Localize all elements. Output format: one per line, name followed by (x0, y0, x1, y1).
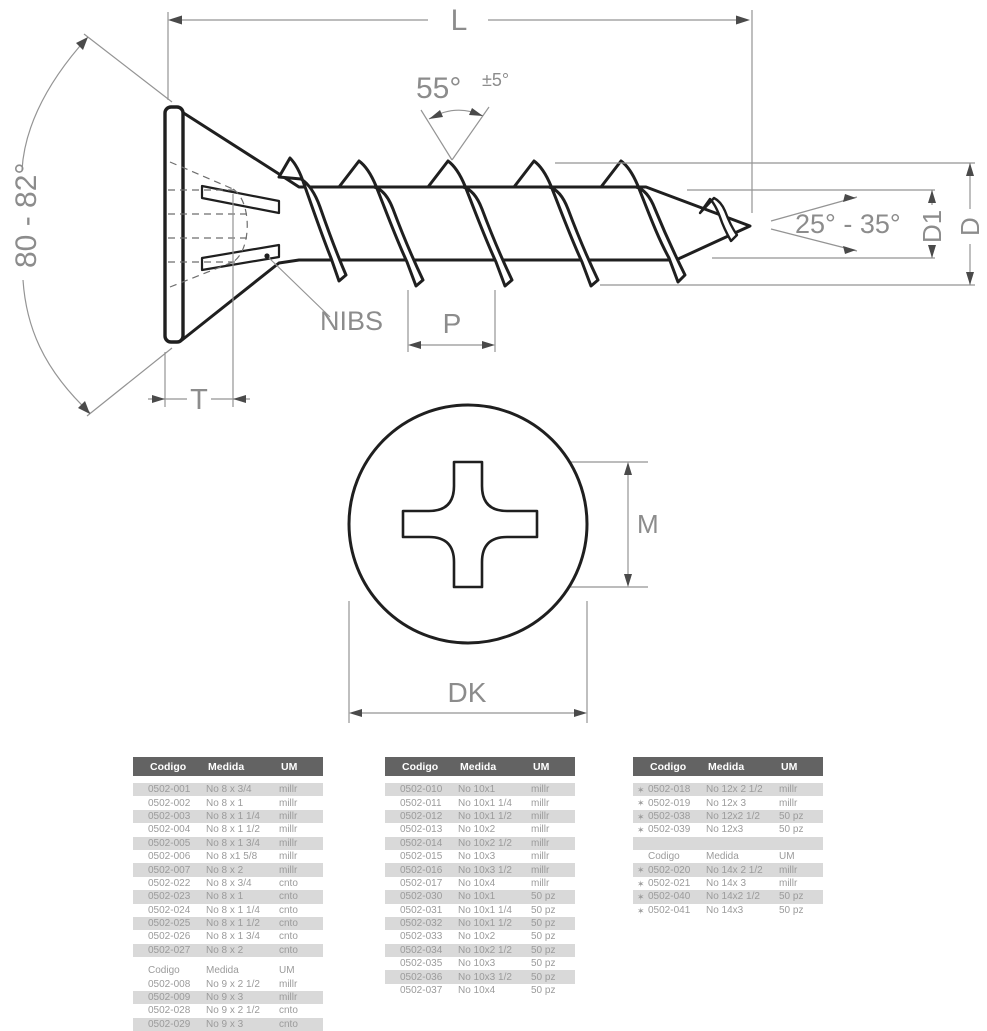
cell-um: millr (531, 851, 550, 863)
cell-medida: No 10x4 (458, 877, 496, 889)
cell-medida: No 10x4 (458, 985, 496, 997)
cell-codigo: 0502-005 (148, 837, 191, 849)
cell-codigo: 0502-017 (400, 877, 443, 889)
cell-codigo: Codigo (148, 965, 180, 977)
cell-um: 50 pz (779, 824, 804, 836)
label-pitch: P (442, 308, 462, 339)
cell-codigo: 0502-007 (148, 864, 191, 876)
cell-um: millr (279, 797, 298, 809)
screw-side-view (165, 107, 750, 342)
cell-um: UM (279, 965, 295, 977)
cell-medida: No 8 x 1 1/2 (206, 918, 260, 930)
cell-codigo: 0502-033 (400, 931, 443, 943)
cell-um: millr (531, 784, 550, 796)
table-spacer (133, 776, 323, 783)
cell-um: cnto (279, 904, 298, 916)
cell-medida: No 10x1 (458, 784, 496, 796)
cell-codigo: Codigo (650, 760, 687, 773)
table-header (133, 757, 323, 776)
table-row (385, 823, 575, 836)
table-row (633, 904, 823, 917)
cell-codigo: Codigo (648, 851, 680, 863)
table-row (385, 930, 575, 943)
cell-um: cnto (279, 877, 298, 889)
nibs-leader-dot (264, 253, 269, 258)
cell-um: millr (779, 797, 798, 809)
table-row (385, 877, 575, 890)
screw-body (182, 112, 750, 340)
cell-medida: No 10x1 1/2 (458, 810, 512, 822)
cell-codigo: 0502-013 (400, 824, 443, 836)
cell-um: millr (279, 784, 298, 796)
label-thread-angle-tolerance: ±5° (482, 70, 510, 90)
size-table-no12-no14 (633, 757, 823, 917)
cell-um: millr (531, 797, 550, 809)
cell-um: cnto (279, 891, 298, 903)
cell-um: cnto (279, 944, 298, 956)
cell-medida: No 10x1 1/4 (458, 904, 512, 916)
cell-codigo: 0502-029 (148, 1018, 191, 1030)
cell-codigo: 0502-039 (648, 824, 691, 836)
table-row (385, 957, 575, 970)
cell-medida: No 8 x 3/4 (206, 784, 252, 796)
table-row (133, 810, 323, 823)
cell-medida: No 14x 3 (706, 877, 747, 889)
cell-medida: No 14x3 (706, 904, 744, 916)
table-row (385, 863, 575, 876)
table-header (633, 757, 823, 776)
cell-um: millr (531, 810, 550, 822)
table-row (385, 850, 575, 863)
label-length: L (450, 4, 468, 37)
cell-medida: No 9 x 3 (206, 992, 244, 1004)
cell-um: millr (779, 784, 798, 796)
cell-medida: No 8 x 3/4 (206, 877, 252, 889)
cell-codigo: 0502-020 (648, 864, 691, 876)
cell-medida: No 9 x 2 1/2 (206, 978, 260, 990)
cell-um: millr (279, 992, 298, 1004)
cell-um: 50 pz (531, 958, 556, 970)
table-row (133, 904, 323, 917)
cell-medida: No 12x3 (706, 824, 744, 836)
table-subheader (133, 964, 323, 977)
cell-codigo: 0502-023 (148, 891, 191, 903)
star-icon: ✶ (637, 811, 645, 822)
cell-um: 50 pz (531, 944, 556, 956)
table-row (133, 877, 323, 890)
cell-medida: No 8 x 1 1/4 (206, 810, 260, 822)
cell-medida: No 8 x 1 (206, 797, 244, 809)
cell-um: millr (779, 877, 798, 889)
cell-medida: No 10x3 (458, 851, 496, 863)
star-icon: ✶ (637, 798, 645, 809)
star-icon: ✶ (637, 878, 645, 889)
screw-head-flange (165, 107, 183, 342)
cell-codigo: 0502-012 (400, 810, 443, 822)
table-row (385, 810, 575, 823)
cell-codigo: 0502-019 (648, 797, 691, 809)
size-table-no8-no9 (133, 757, 323, 1031)
cell-codigo: 0502-001 (148, 784, 191, 796)
table-row (633, 890, 823, 903)
cell-medida: No 12x 3 (706, 797, 747, 809)
cell-medida: No 8 x 1 3/4 (206, 837, 260, 849)
table-row (133, 863, 323, 876)
star-icon: ✶ (637, 785, 645, 795)
table-row (385, 984, 575, 997)
cell-um: UM (779, 851, 795, 863)
cell-um: 50 pz (531, 971, 556, 983)
cell-medida: No 10x1 1/2 (458, 918, 512, 930)
cell-medida: No 12x2 1/2 (706, 810, 760, 822)
cell-medida: No 8 x 2 (206, 944, 244, 956)
table-spacer (133, 957, 323, 964)
cell-medida: No 10x2 (458, 931, 496, 943)
cell-codigo: 0502-025 (148, 918, 191, 930)
cell-um: 50 pz (531, 931, 556, 943)
cell-medida: Medida (708, 760, 745, 773)
size-table-no10 (385, 757, 575, 997)
table-row (385, 837, 575, 850)
table-row (133, 837, 323, 850)
cell-codigo: 0502-011 (400, 797, 442, 809)
cell-codigo: 0502-035 (400, 958, 443, 970)
cell-codigo: 0502-002 (148, 797, 191, 809)
cell-medida: No 10x1 1/4 (458, 797, 512, 809)
cell-um: millr (279, 978, 298, 990)
cell-um: millr (779, 864, 798, 876)
cell-medida: No 10x3 1/2 (458, 971, 512, 983)
table-row (385, 783, 575, 796)
table-row (385, 890, 575, 903)
cell-codigo: 0502-022 (148, 877, 191, 889)
cell-medida: No 10x2 1/2 (458, 944, 512, 956)
table-header (385, 757, 575, 776)
cell-codigo: 0502-034 (400, 944, 443, 956)
table-row (133, 890, 323, 903)
cell-codigo: Codigo (402, 760, 439, 773)
cell-medida: Medida (208, 760, 245, 773)
label-tip-angle: 25° - 35° (795, 209, 901, 239)
label-head-height: T (190, 384, 208, 416)
cell-um: 50 pz (779, 891, 804, 903)
cell-um: millr (279, 851, 298, 863)
table-row (133, 1004, 323, 1017)
star-icon: ✶ (637, 825, 645, 836)
table-row (633, 877, 823, 890)
label-core-diameter: D1 (917, 209, 947, 243)
table-row (633, 810, 823, 823)
table-row (385, 796, 575, 809)
cell-um: cnto (279, 1005, 298, 1017)
table-row (133, 796, 323, 809)
cell-codigo: 0502-031 (400, 904, 443, 916)
star-icon: ✶ (637, 905, 645, 916)
table-row (133, 991, 323, 1004)
label-head-diameter: DK (447, 677, 487, 708)
cell-codigo: 0502-038 (648, 810, 691, 822)
cell-codigo: 0502-027 (148, 944, 191, 956)
cell-codigo: 0502-041 (648, 904, 691, 916)
star-icon: ✶ (637, 892, 645, 903)
table-spacer (633, 776, 823, 783)
cell-codigo: 0502-021 (648, 877, 691, 889)
cell-codigo: 0502-003 (148, 810, 191, 822)
cell-um: millr (531, 837, 550, 849)
table-row (133, 823, 323, 836)
cell-um: millr (531, 877, 550, 889)
cell-codigo: 0502-015 (400, 851, 443, 863)
cell-codigo: 0502-028 (148, 1005, 191, 1017)
cell-um: millr (279, 864, 298, 876)
cell-um: 50 pz (531, 904, 556, 916)
cell-um: 50 pz (779, 810, 804, 822)
cell-codigo: 0502-040 (648, 891, 691, 903)
table-row (633, 796, 823, 809)
cell-codigo: 0502-016 (400, 864, 443, 876)
cell-codigo: 0502-036 (400, 971, 443, 983)
cell-codigo: 0502-026 (148, 931, 191, 943)
cell-medida: No 9 x 3 (206, 1018, 244, 1030)
cell-um: millr (531, 824, 550, 836)
cell-medida: No 9 x 2 1/2 (206, 1005, 260, 1017)
cell-medida: No 8 x 1 1/2 (206, 824, 260, 836)
cell-medida: No 14x 2 1/2 (706, 864, 763, 876)
cell-medida: No 10x1 (458, 891, 496, 903)
cell-medida: No 10x2 (458, 824, 496, 836)
cell-medida: Medida (706, 851, 739, 863)
table-row (633, 863, 823, 876)
screw-head-bottom-view (349, 405, 587, 643)
cell-codigo: 0502-024 (148, 904, 191, 916)
cell-um: 50 pz (531, 985, 556, 997)
label-nibs: NIBS (320, 306, 384, 336)
cell-medida: No 10x2 1/2 (458, 837, 512, 849)
cell-medida: No 8 x1 5/8 (206, 851, 258, 863)
cell-codigo: Codigo (150, 760, 187, 773)
cell-medida: Medida (460, 760, 497, 773)
cell-medida: No 14x2 1/2 (706, 891, 760, 903)
table-row (133, 1018, 323, 1031)
cell-medida: No 8 x 2 (206, 864, 244, 876)
table-row (133, 850, 323, 863)
cell-medida: No 10x3 1/2 (458, 864, 512, 876)
cell-um: UM (533, 760, 550, 773)
cell-codigo: 0502-037 (400, 985, 443, 997)
cell-um: millr (531, 864, 550, 876)
cell-codigo: 0502-032 (400, 918, 443, 930)
table-row (133, 917, 323, 930)
table-row (133, 783, 323, 796)
cell-um: UM (781, 760, 798, 773)
cell-codigo: 0502-014 (400, 837, 443, 849)
cell-medida: Medida (206, 965, 239, 977)
table-row (133, 930, 323, 943)
cell-um: 50 pz (531, 918, 556, 930)
table-row (385, 904, 575, 917)
cell-um: millr (279, 837, 298, 849)
cell-medida: No 8 x 1 1/4 (206, 904, 260, 916)
cell-um: millr (279, 810, 298, 822)
cell-codigo: 0502-009 (148, 992, 191, 1004)
cell-codigo: 0502-018 (648, 784, 691, 796)
cell-um: 50 pz (531, 891, 556, 903)
table-row (633, 783, 823, 796)
cell-um: cnto (279, 1018, 298, 1030)
star-icon: ✶ (637, 865, 645, 876)
cell-codigo: 0502-004 (148, 824, 191, 836)
cell-um: cnto (279, 918, 298, 930)
cell-um: UM (281, 760, 298, 773)
table-row (385, 944, 575, 957)
cell-codigo: 0502-010 (400, 784, 443, 796)
cell-medida: No 8 x 1 3/4 (206, 931, 260, 943)
table-subheader (633, 850, 823, 863)
cell-medida: No 10x3 (458, 958, 496, 970)
table-row (133, 944, 323, 957)
table-spacer-band (633, 837, 823, 850)
table-spacer (385, 776, 575, 783)
cell-medida: No 12x 2 1/2 (706, 784, 763, 796)
cell-codigo: 0502-030 (400, 891, 443, 903)
label-head-angle: 80 - 82° (10, 162, 43, 268)
table-row (133, 977, 323, 990)
table-row (385, 917, 575, 930)
table-row (633, 823, 823, 836)
cell-um: 50 pz (779, 904, 804, 916)
cell-codigo: 0502-006 (148, 851, 191, 863)
cell-um: millr (279, 824, 298, 836)
cell-codigo: 0502-008 (148, 978, 191, 990)
label-outer-diameter: D (955, 217, 985, 236)
cell-medida: No 8 x 1 (206, 891, 244, 903)
label-thread-angle: 55° (416, 72, 462, 105)
table-row (385, 970, 575, 983)
label-recess-size: M (637, 509, 659, 539)
cell-um: cnto (279, 931, 298, 943)
